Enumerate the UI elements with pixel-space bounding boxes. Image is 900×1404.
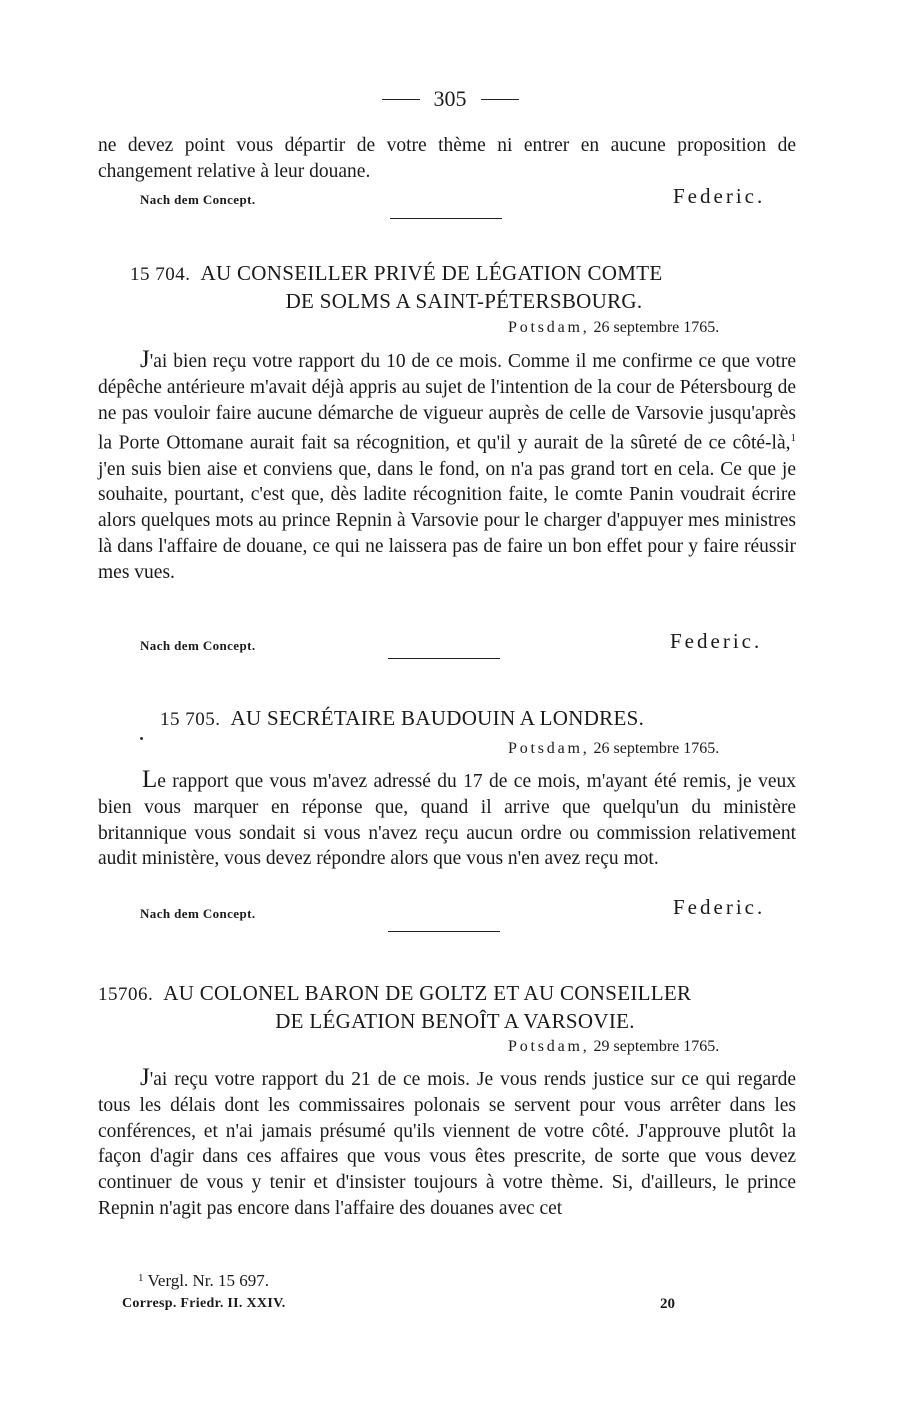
- continuation-text: ne devez point vous départir de votre thème ni entrer en aucune proposition de changement relative à leur douane.: [98, 135, 796, 182]
- letter-place: Potsdam,: [508, 740, 590, 757]
- letter-number: 15706.: [98, 984, 154, 1005]
- letter-dateline: [508, 1038, 719, 1056]
- letter-body: [98, 347, 796, 586]
- letter-body-text: e rapport que vous m'avez adressé du 17 de ce mois, m'ayant été remis, je veux bien vous marquer en réponse que, quand il arrive que quelqu'un du ministère britannique vous sondait si vous n'avez reçu aucun ordre ou commission relativement audit ministère, vous devez répondre alors que vous n'en avez reçu mot.: [98, 771, 796, 870]
- letter-heading: [160, 705, 644, 733]
- letter-number: 15 705.: [160, 709, 221, 730]
- print-speck: [140, 737, 143, 740]
- letter-place: Potsdam,: [508, 1038, 590, 1055]
- letter-date: 29 septembre 1765.: [593, 1038, 720, 1055]
- letter-title-line1: AU SECRÉTAIRE BAUDOUIN A LONDRES.: [230, 706, 645, 730]
- letter-body: [98, 1065, 796, 1222]
- letter-body-text-cont: j'en suis bien aise et conviens que, dans le fond, on n'a pas grand tort en cela. Ce que je souhaite, pourtant, c'est que, dès ladite récognition faite, le comte Panin voudrait écrire alors quelques mots au prince Repnin à Varsovie pour le charger d'appuyer mes ministres là dans l'affaire de douane, ce qui ne laissera pas de faire un bon effet pour y faire réussir mes vues.: [98, 458, 796, 583]
- letter-body: [98, 767, 796, 872]
- letter-heading: [130, 260, 770, 314]
- header-dash-right: [481, 99, 519, 100]
- letter-place: Potsdam,: [508, 319, 590, 336]
- letter-body-text: 'ai bien reçu votre rapport du 10 de ce mois. Comme il me confirme ce que votre dépêche antérieure m'avait déjà appris au sujet de l'intention de la cour de Pétersbourg de ne pas vouloir faire aucune démarche de vigueur auprès de celle de Varsovie jusqu'après la Porte Ottomane aurait fait sa récognition, et qu'il y aurait de la sûreté de ce côté-là,: [98, 351, 796, 454]
- letter-title-line1: AU COLONEL BARON DE GOLTZ ET AU CONSEILLER: [163, 981, 692, 1005]
- footer-signature-mark: Corresp. Friedr. II. XXIV.: [122, 1296, 286, 1311]
- footnote-text: Vergl. Nr. 15 697.: [147, 1271, 270, 1290]
- footer-sheet-number: 20: [660, 1296, 675, 1312]
- footnote-marker: 1: [138, 1272, 144, 1284]
- letter-body-text: 'ai reçu votre rapport du 21 de ce mois. Je vous rends justice sur ce qui regarde tous les délais dont les commissaires polonais se servent pour vous arrêter dans les conférences, et n'ai jamais présumé qu'ils viennent de votre côté. J'approuve plutôt la façon d'agir dans ces affaires que vous vous êtes prescrite, de sorte que vous devez continuer de vous y tenir et d'insister toujours à votre thème. Si, d'ailleurs, le prince Repnin n'agit pas encore dans l'affaire des douanes avec cet: [98, 1069, 796, 1219]
- concept-note: Nach dem Concept.: [140, 192, 256, 207]
- concept-note: Nach dem Concept.: [140, 638, 256, 653]
- section-rule: [390, 218, 502, 219]
- concept-note: Nach dem Concept.: [140, 906, 256, 921]
- letter-dropcap: L: [142, 766, 158, 793]
- header-dash-left: [382, 99, 420, 100]
- signature: Federic.: [673, 895, 766, 919]
- letter-dropcap: J: [140, 346, 150, 373]
- page-number: 305: [433, 86, 467, 111]
- letter-date: 26 septembre 1765.: [593, 740, 720, 757]
- letter-title-line2: DE SOLMS A SAINT-PÉTERSBOURG.: [285, 289, 643, 313]
- section-rule: [388, 658, 500, 659]
- letter-dateline: [508, 740, 719, 758]
- section-rule: [388, 931, 500, 932]
- letter-number: 15 704.: [130, 264, 191, 285]
- signature: Federic.: [670, 629, 763, 653]
- letter-heading: [98, 980, 796, 1034]
- footnote: [138, 1271, 269, 1291]
- signature: Federic.: [673, 184, 766, 208]
- page-header: [0, 86, 900, 112]
- letter-dropcap: J: [140, 1064, 150, 1091]
- letter-date: 26 septembre 1765.: [593, 319, 720, 336]
- footnote-reference: 1: [790, 432, 796, 445]
- letter-title-line1: AU CONSEILLER PRIVÉ DE LÉGATION COMTE: [200, 261, 663, 285]
- letter-dateline: [508, 319, 719, 337]
- letter-title-line2: DE LÉGATION BENOÎT A VARSOVIE.: [275, 1009, 635, 1033]
